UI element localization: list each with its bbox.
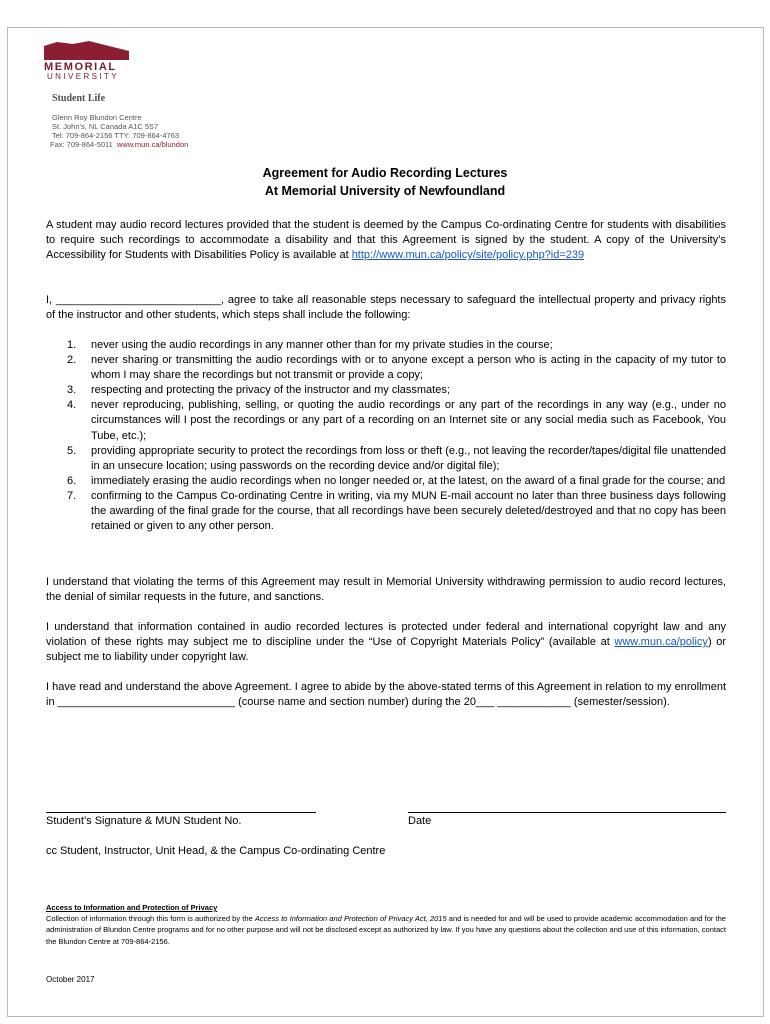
item-number: 3. (67, 384, 77, 397)
privacy-act-name: Access to Information and Protection of Privacy Act, 2015 (254, 914, 447, 923)
document-title-line2: At Memorial University of Newfoundland (264, 184, 506, 198)
department-name: Student Life (52, 93, 106, 104)
privacy-heading: Access to Information and Protection of Privacy (46, 903, 218, 912)
item-text: respecting and protecting the privacy of the instructor and my classmates; (91, 384, 450, 397)
item-text: never sharing or transmitting the audio recordings with or to anyone except a person who is acting in the capacity of my tutor to whom I may share the recordings but not transmit or provide a copy; (91, 354, 726, 382)
logo-wordmark: MEMORIAL (44, 61, 117, 73)
intro-text: A student may audio record lectures provided that the student is deemed by the Campus Co-ordinating Centre for students with disabilities to require such recordings to accommodate a disability and that this Agreement is signed by the student. A copy of the University’s Accessibility for Students with Disabilities Policy is available at (46, 219, 726, 262)
steps-list (46, 338, 726, 534)
privacy-notice (46, 913, 726, 947)
list-item (46, 353, 726, 383)
item-number: 6. (67, 474, 77, 487)
document-title-line1: Agreement for Audio Recording Lectures (262, 166, 508, 180)
violation-paragraph: I understand that violating the terms of this Agreement may result in Memorial University withdrawing permission to audio record lectures, the denial of similar requests in the future, and sanctions. (46, 576, 726, 604)
copyright-text-after: ) or subject me to liability under copyright law. (46, 636, 726, 664)
address-phone: Tel: 709-864-2156 TTY: 709-864-4763 (52, 131, 180, 140)
copyright-text-before: I understand that information contained in audio recorded lectures is protected under federal and international copyright law and any violation of these rights may subject me to discipline under the “Use of Copyright Materials Policy” (available at (46, 621, 726, 649)
revision-date: October 2017 (46, 975, 95, 984)
item-number: 4. (67, 399, 77, 412)
item-number: 1. (67, 339, 77, 351)
list-item (46, 383, 726, 398)
item-number: 7. (67, 489, 77, 502)
blundon-web-link[interactable]: www.mun.ca/blundon (117, 140, 189, 149)
address-centre: Glenn Roy Blundon Centre (52, 113, 142, 122)
policy-link[interactable]: http://www.mun.ca/policy/site/policy.php?id=239 (351, 249, 585, 262)
privacy-text-after: and is needed for and will be used to provide academic accommodation and for the administration of Blundon Centre programs and for no other purpose and will not be disclosed except as authorized by law. If you have any questions about the collection and use of this information, contact the Blundon Centre at 709-864-2156. (46, 914, 726, 946)
list-item (46, 398, 726, 443)
copyright-policy-link[interactable]: www.mun.ca/policy (614, 636, 708, 649)
list-item (46, 444, 726, 474)
item-text: immediately erasing the audio recordings when no longer needed or, at the latest, on the award of a final grade for the course; and (91, 474, 726, 487)
privacy-text-before: Collection of information through this form is authorized by the (46, 914, 255, 923)
item-text: never reproducing, publishing, selling, or quoting the audio recordings or any part of the recordings in any way (e.g., under no circumstances will I post the recordings or any part of a recording on an Internet site or any social media such as Facebook, You Tube, etc.); (91, 399, 726, 442)
date-signature-line[interactable] (408, 812, 726, 813)
item-number: 2. (67, 354, 77, 367)
address-fax: Fax: 709-864-5011 (50, 140, 113, 149)
logo-subtitle: UNIVERSITY (47, 72, 120, 81)
date-label: Date (408, 815, 432, 827)
list-item (46, 474, 726, 489)
item-number: 5. (67, 444, 77, 457)
item-text: providing appropriate security to protect the recordings from loss or theft (e.g., not leaving the recorder/tapes/digital file unattended in an unsecure location; using passwords on the recording device and/or digital file); (91, 444, 726, 472)
copyright-paragraph (46, 620, 726, 666)
intro-paragraph (46, 218, 726, 264)
list-item (46, 489, 726, 534)
item-text: never using the audio recordings in any manner other than for my private studies in the course; (91, 339, 553, 351)
address-fax-line (50, 140, 188, 149)
student-signature-label: Student’s Signature & MUN Student No. (46, 815, 242, 827)
address-city: St. John's, NL Canada A1C 5S7 (52, 122, 159, 131)
acknowledgement-paragraph: I have read and understand the above Agreement. I agree to abide by the above-stated terms of this Agreement in relation to my enrollment in _____________________________ (course name and section number) during the 20___ ____________ (semester/session). (46, 681, 726, 709)
cc-line: cc Student, Instructor, Unit Head, & the Campus Co-ordinating Centre (46, 845, 386, 857)
student-signature-line[interactable] (46, 812, 316, 813)
undertaking-paragraph: I, ___________________________, agree to take all reasonable steps necessary to safeguard the intellectual property and privacy rights of the instructor and other students, which steps shall include the following: (46, 294, 726, 322)
list-item (46, 338, 726, 353)
item-text: confirming to the Campus Co-ordinating Centre in writing, via my MUN E-mail account no later than three business days following the awarding of the final grade for the course, that all recordings have been securely deleted/destroyed and that no copy has been retained or given to any other person. (91, 489, 726, 533)
